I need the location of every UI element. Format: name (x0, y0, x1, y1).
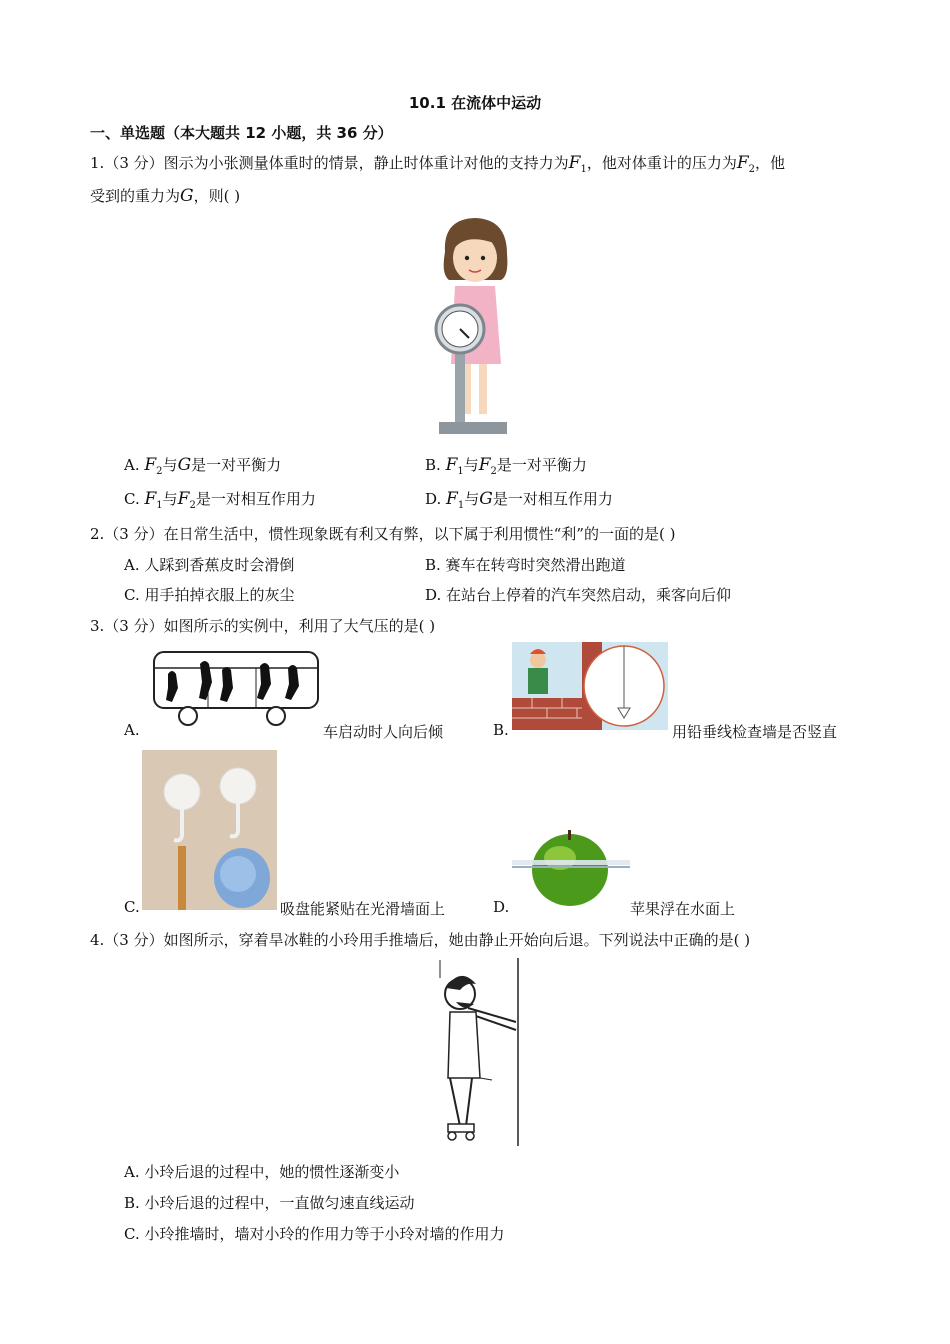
symbol-g: G (479, 489, 493, 509)
bus-passengers-image (148, 646, 322, 728)
q1-option-b-text: 是一对平衡力 (496, 456, 587, 474)
subscript: 2 (189, 500, 196, 511)
symbol-f: F (144, 489, 157, 509)
q1-text-b: ，他对体重计的压力为 (586, 154, 737, 172)
symbol-f: F (445, 455, 458, 475)
roller-skater-pushing-wall-image (420, 958, 522, 1148)
question-3-stem: 3.（3 分）如图所示的实例中，利用了大气压的是( ) (90, 617, 436, 635)
girl-on-scale-image (425, 214, 525, 444)
subscript: 2 (490, 466, 497, 477)
yu-text: 与 (464, 490, 480, 508)
question-1-line-2 (90, 185, 240, 206)
q1-option-a-text: 是一对平衡力 (191, 456, 282, 474)
symbol-g: G (180, 186, 194, 206)
symbol-f: F (568, 153, 581, 173)
q1-line2-b: ，则( ) (193, 187, 241, 205)
q1-option-c-label: C. (124, 490, 145, 508)
q3-option-b-text: 用铅垂线检查墙是否竖直 (672, 723, 838, 741)
yu-text: 与 (162, 456, 178, 474)
q3-option-d-text: 苹果浮在水面上 (630, 900, 736, 918)
question-4-stem: 4.（3 分）如图所示，穿着旱冰鞋的小玲用手推墙后，她由静止开始向后退。下列说法中正确的是( ) (90, 931, 751, 949)
q3-option-b-label[interactable]: B. (493, 721, 509, 739)
symbol-f: F (177, 489, 190, 509)
floating-apple-image (512, 828, 630, 910)
q2-option-a[interactable]: A. 人踩到香蕉皮时会滑倒 (124, 556, 295, 574)
q1-number: 1. (90, 154, 105, 172)
q1-score: （3 分） (104, 154, 164, 172)
symbol-g: G (177, 455, 192, 475)
q4-option-b[interactable]: B. 小玲后退的过程中，一直做匀速直线运动 (124, 1194, 415, 1212)
q3-option-d-label[interactable]: D. (493, 898, 510, 916)
q3-option-a-label[interactable]: A. (124, 721, 140, 739)
q3-option-a-text: 车启动时人向后倾 (323, 723, 444, 741)
subscript: 1 (457, 500, 465, 511)
q1-text-a: 图示为小张测量体重时的情景，静止时体重计对他的支持力为 (163, 154, 569, 172)
q4-option-a[interactable]: A. 小玲后退的过程中，她的惯性逐渐变小 (124, 1163, 400, 1181)
subscript: 2 (156, 466, 163, 477)
q1-option-b[interactable] (425, 454, 587, 477)
q1-option-c[interactable] (124, 488, 316, 511)
symbol-f: F (478, 455, 491, 475)
q1-text-c: ，他 (755, 154, 786, 172)
symbol-f: F (446, 489, 458, 509)
yu-text: 与 (463, 456, 479, 474)
q3-option-c-text: 吸盘能紧贴在光滑墙面上 (280, 900, 446, 918)
symbol-f: F (144, 455, 157, 475)
suction-cup-hooks-image (142, 750, 277, 910)
q1-option-d-label: D. (425, 490, 447, 508)
page-title: 10.1 在流体中运动 (408, 94, 542, 112)
q1-option-a[interactable] (124, 454, 281, 477)
q1-option-d[interactable] (425, 488, 613, 511)
q2-option-b[interactable]: B. 赛车在转弯时突然滑出跑道 (425, 556, 626, 574)
question-2-stem: 2.（3 分）在日常生活中，惯性现象既有利又有弊，以下属于利用惯性“利”的一面的是( ) (90, 525, 676, 543)
q1-line2-a: 受到的重力为 (90, 187, 181, 205)
subscript: 2 (748, 164, 755, 175)
symbol-f: F (736, 153, 749, 173)
subscript: 1 (580, 164, 587, 175)
q1-option-a-label: A. (124, 456, 145, 474)
q1-option-b-label: B. (425, 456, 446, 474)
plumb-line-wall-image (512, 642, 668, 730)
section-heading: 一、单选题（本大题共 12 小题，共 36 分） (90, 124, 393, 142)
q1-option-c-text: 是一对相互作用力 (195, 490, 316, 508)
subscript: 1 (156, 500, 163, 511)
question-1-line-1 (90, 152, 785, 175)
q1-option-d-text: 是一对相互作用力 (492, 490, 613, 508)
q4-option-c[interactable]: C. 小玲推墙时，墙对小玲的作用力等于小玲对墙的作用力 (124, 1225, 505, 1243)
yu-text: 与 (162, 490, 178, 508)
q3-option-c-label[interactable]: C. (124, 898, 140, 916)
q2-option-d[interactable]: D. 在站台上停着的汽车突然启动，乘客向后仰 (425, 586, 732, 604)
subscript: 1 (457, 466, 464, 477)
q2-option-c[interactable]: C. 用手拍掉衣服上的灰尘 (124, 586, 295, 604)
